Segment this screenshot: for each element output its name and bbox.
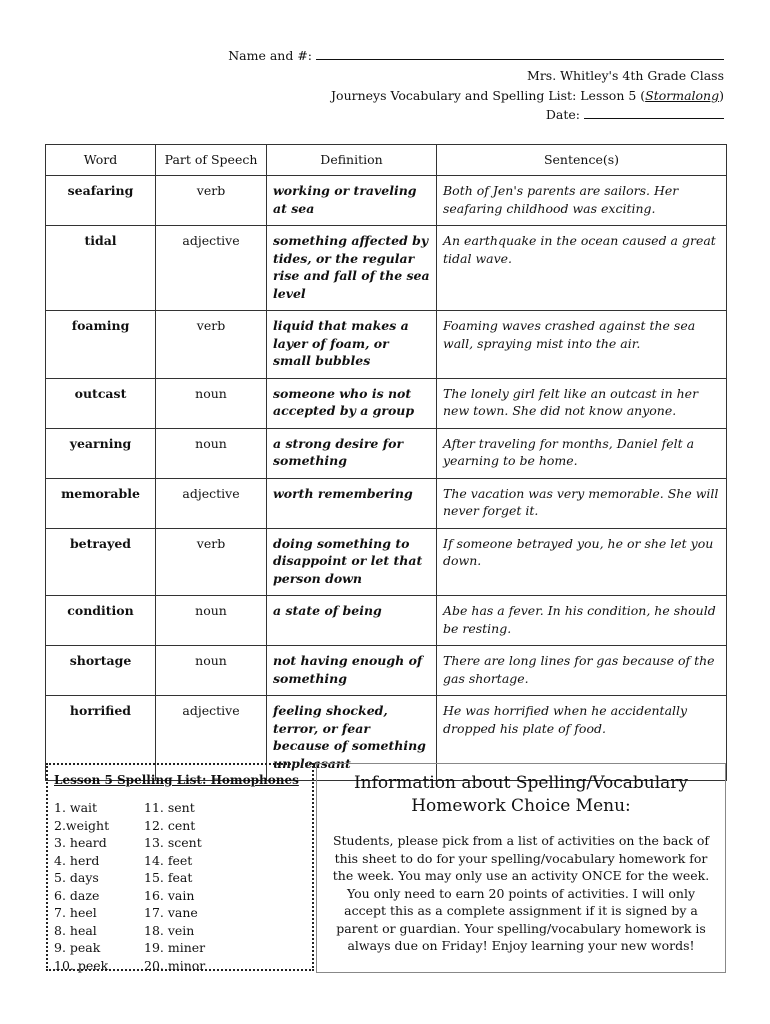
spelling-word: 16. vain	[144, 887, 195, 903]
pos-cell: verb	[156, 528, 267, 596]
pos-cell: noun	[156, 646, 267, 696]
info-title: Information about Spelling/Vocabulary Homework Choice Menu:	[353, 773, 689, 816]
name-blank[interactable]	[316, 47, 724, 60]
list-suffix: )	[719, 88, 724, 103]
definition-cell: worth remembering	[267, 478, 437, 528]
spelling-word: 6. daze	[54, 887, 100, 903]
spelling-word: 14. feet	[144, 852, 193, 868]
name-label: Name and #:	[228, 48, 313, 63]
spelling-column-1	[54, 799, 144, 974]
list-prefix: Journeys Vocabulary and Spelling List: Lesson 5 (	[331, 88, 646, 103]
table-row	[46, 646, 727, 696]
sentence-cell: After traveling for months, Daniel felt a yearning to be home.	[437, 428, 727, 478]
spelling-word: 17. vane	[144, 905, 198, 920]
list-title	[331, 86, 724, 105]
spelling-word: 3. heard	[54, 835, 107, 850]
sentence-cell: If someone betrayed you, he or she let you down.	[437, 528, 727, 596]
class-label: Mrs. Whitley's 4th Grade Class	[527, 68, 724, 83]
table-row	[46, 378, 727, 428]
vocabulary-table	[45, 144, 727, 781]
definition-cell: someone who is not accepted by a group	[267, 378, 437, 428]
word-cell: tidal	[46, 226, 156, 311]
definition-cell: working or traveling at sea	[267, 176, 437, 226]
pos-cell: noun	[156, 428, 267, 478]
sentence-cell: Foaming waves crashed against the sea wall, spraying mist into the air.	[437, 311, 727, 379]
word-cell: memorable	[46, 478, 156, 528]
spelling-word: 19. miner	[144, 940, 206, 955]
date-blank[interactable]	[584, 106, 724, 119]
col-header-word: Word	[46, 145, 156, 176]
pos-cell: verb	[156, 311, 267, 379]
table-row	[46, 176, 727, 226]
table-row	[46, 311, 727, 379]
homework-info-box	[316, 763, 726, 973]
spelling-word: 15. feat	[144, 870, 193, 885]
definition-cell: feeling shocked, terror, or fear because of something unpleasant	[267, 696, 437, 781]
definition-cell: doing something to disappoint or let that person down	[267, 528, 437, 596]
spelling-column-2	[144, 799, 234, 974]
word-cell: betrayed	[46, 528, 156, 596]
pos-cell: noun	[156, 596, 267, 646]
definition-cell: a strong desire for something	[267, 428, 437, 478]
spelling-word: 4. herd	[54, 852, 100, 868]
table-header-row	[46, 145, 727, 176]
col-header-sentence: Sentence(s)	[437, 145, 727, 176]
sentence-cell: An earthquake in the ocean caused a great tidal wave.	[437, 226, 727, 311]
definition-cell: liquid that makes a layer of foam, or small bubbles	[267, 311, 437, 379]
sentence-cell: Both of Jen's parents are sailors. Her seafaring childhood was exciting.	[437, 176, 727, 226]
spelling-word: 18. vein	[144, 922, 195, 938]
spelling-word: 11. sent	[144, 800, 195, 815]
sentence-cell: He was horrified when he accidentally dropped his plate of food.	[437, 696, 727, 781]
table-row	[46, 596, 727, 646]
table-row	[46, 226, 727, 311]
word-cell: yearning	[46, 428, 156, 478]
spelling-word: 8. heal	[54, 922, 97, 938]
col-header-definition: Definition	[267, 145, 437, 176]
date-label: Date:	[545, 107, 581, 122]
spelling-list-box	[46, 763, 314, 971]
sentence-cell: Abe has a fever. In his condition, he should be resting.	[437, 596, 727, 646]
spelling-word: 13. scent	[144, 835, 202, 850]
word-cell: condition	[46, 596, 156, 646]
spelling-word: 12. cent	[144, 817, 196, 833]
definition-cell: not having enough of something	[267, 646, 437, 696]
story-title: Stormalong	[645, 88, 720, 103]
spelling-word: 1. wait	[54, 800, 98, 815]
table-row	[46, 528, 727, 596]
pos-cell: adjective	[156, 226, 267, 311]
pos-cell: adjective	[156, 478, 267, 528]
info-body: Students, please pick from a list of activities on the back of this sheet to do for your spelling/vocabulary homework for the week. You may only use an activity ONCE for the week. You only need to earn 20 points of activities. I will only accept this as a complete assignment if it is signed by a parent or guardian. Your spelling/vocabulary homework is always due on Friday! Enjoy learning your new words!	[332, 833, 710, 953]
pos-cell: noun	[156, 378, 267, 428]
definition-cell: a state of being	[267, 596, 437, 646]
col-header-pos: Part of Speech	[156, 145, 267, 176]
word-cell: horrified	[46, 696, 156, 781]
date-line	[546, 105, 724, 124]
spelling-word: 10. peek	[54, 957, 109, 973]
word-cell: shortage	[46, 646, 156, 696]
spelling-word: 7. heel	[54, 905, 97, 920]
pos-cell: adjective	[156, 696, 267, 781]
word-cell: outcast	[46, 378, 156, 428]
pos-cell: verb	[156, 176, 267, 226]
spelling-list-title: Lesson 5 Spelling List: Homophones	[54, 773, 299, 787]
spelling-columns	[54, 799, 306, 974]
spelling-word: 2.weight	[54, 817, 110, 833]
table-row	[46, 428, 727, 478]
sentence-cell: The vacation was very memorable. She will never forget it.	[437, 478, 727, 528]
spelling-word: 5. days	[54, 870, 99, 885]
table-row	[46, 478, 727, 528]
word-cell: foaming	[46, 311, 156, 379]
sentence-cell: The lonely girl felt like an outcast in her new town. She did not know anyone.	[437, 378, 727, 428]
definition-cell: something affected by tides, or the regular rise and fall of the sea level	[267, 226, 437, 311]
word-cell: seafaring	[46, 176, 156, 226]
spelling-word: 9. peak	[54, 940, 101, 955]
name-line	[228, 46, 724, 65]
spelling-word: 20. minor	[144, 957, 206, 973]
sentence-cell: There are long lines for gas because of the gas shortage.	[437, 646, 727, 696]
